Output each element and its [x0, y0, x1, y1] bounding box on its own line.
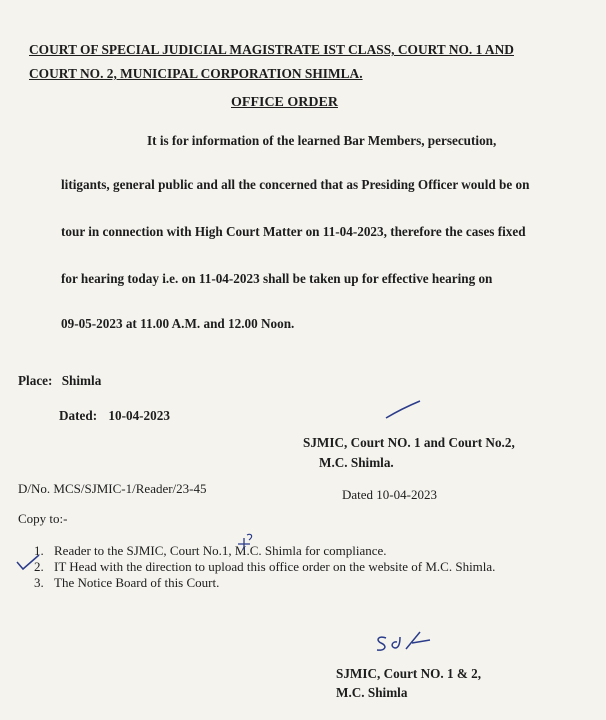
copy-item-number: 3.: [34, 575, 44, 590]
handwritten-insert-mark-icon: [232, 532, 256, 552]
court-title: [29, 38, 574, 86]
copy-to-list: [34, 543, 495, 591]
place-field: [18, 373, 101, 389]
place-value: Shimla: [61, 373, 102, 388]
copy-to-label: Copy to:-: [18, 511, 68, 526]
copy-item-number: 2.: [34, 559, 44, 574]
dispatch-number: D/No. MCS/SJMIC-1/Reader/23-45: [18, 481, 207, 496]
place-label: Place:: [18, 373, 53, 388]
footer-signature-line-1: SJMIC, Court NO. 1 & 2,: [336, 666, 482, 681]
dated-label: Dated:: [59, 408, 98, 423]
office-order-heading: OFFICE ORDER: [231, 95, 338, 110]
court-title-line-2: COURT NO. 2, MUNICIPAL CORPORATION SHIMLA.: [29, 66, 363, 81]
checkmark-icon: [14, 552, 42, 572]
body-line-5: 09-05-2023 at 11.00 A.M. and 12.00 Noon.: [61, 316, 295, 331]
body-line-2: litigants, general public and all the concerned that as Presiding Officer would be on: [61, 177, 530, 192]
copy-item-text: IT Head with the direction to upload this office order on the website of M.C. Shimla.: [54, 559, 496, 574]
body-line-1: It is for information of the learned Bar Members, persecution,: [147, 133, 497, 148]
signature-block-line-1: SJMIC, Court NO. 1 and Court No.2,: [303, 435, 515, 450]
copy-to-item: [34, 575, 495, 591]
signature-block-line-2: M.C. Shimla.: [319, 455, 394, 470]
signature-stroke-icon: [384, 398, 424, 422]
handwritten-signature-icon: [372, 629, 436, 663]
copy-item-text: The Notice Board of this Court.: [54, 575, 220, 590]
copy-to-item: [34, 543, 495, 559]
dated-field: [59, 408, 170, 424]
court-title-line-1: COURT OF SPECIAL JUDICIAL MAGISTRATE IST CLASS, COURT NO. 1 AND: [29, 42, 514, 57]
dated-value: 10-04-2023: [108, 408, 170, 423]
body-line-4: for hearing today i.e. on 11-04-2023 shall be taken up for effective hearing on: [61, 271, 493, 286]
dispatch-date: Dated 10-04-2023: [342, 487, 437, 502]
footer-signature-line-2: M.C. Shimla: [336, 685, 408, 700]
copy-item-text: Reader to the SJMIC, Court No.1, M.C. Shimla for compliance.: [54, 543, 387, 558]
copy-to-item: [34, 559, 495, 575]
copy-item-number: 1.: [34, 543, 44, 558]
body-line-3: tour in connection with High Court Matter on 11-04-2023, therefore the cases fixed: [61, 224, 526, 239]
